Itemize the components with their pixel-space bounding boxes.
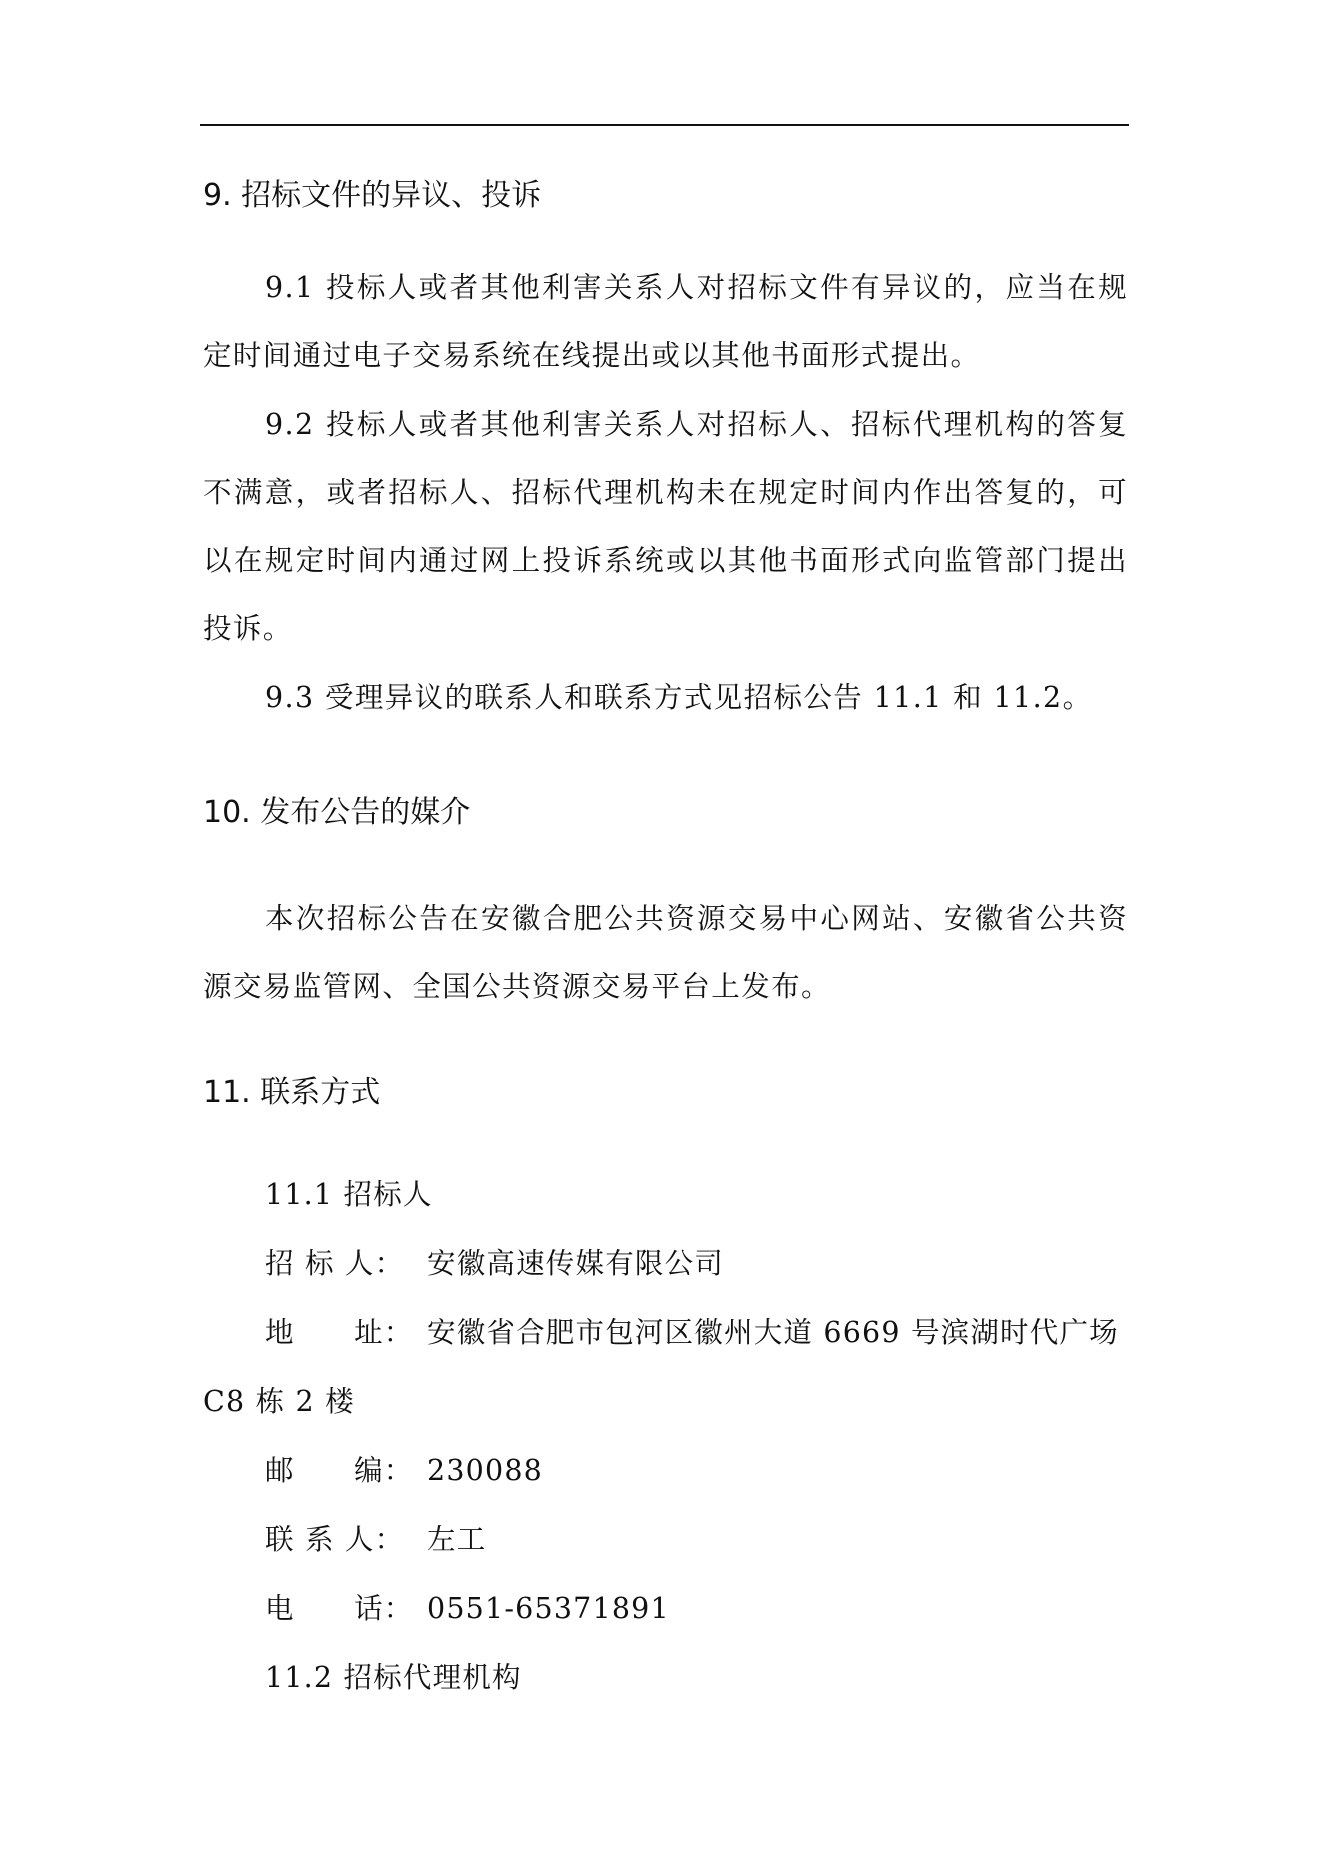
section-9-3-text: 9.3 受理异议的联系人和联系方式见招标公告 11.1 和 11.2。 xyxy=(265,681,1093,714)
address-label: 地 址： xyxy=(265,1316,414,1349)
postcode-value: 230088 xyxy=(427,1454,543,1487)
address-value: 安徽省合肥市包河区徽州大道 6669 号滨湖时代广场 xyxy=(427,1316,1119,1349)
phone-row xyxy=(265,1589,670,1629)
section-9-2-text: 9.2 投标人或者其他利害关系人对招标人、招标代理机构的答复不满意，或者招标人、招标代理机构未在规定时间内作出答复的，可以在规定时间内通过网上投诉系统或以其他书面形式向监管部门提出投诉。 xyxy=(203,408,1128,645)
section-9-1-text: 9.1 投标人或者其他利害关系人对招标文件有异议的，应当在规定时间通过电子交易系统在线提出或以其他书面形式提出。 xyxy=(203,271,1128,372)
section-10-heading: 10. 发布公告的媒介 xyxy=(203,795,471,830)
contact-row xyxy=(265,1520,486,1560)
contact-value: 左工 xyxy=(427,1523,487,1556)
tenderer-value: 安徽高速传媒有限公司 xyxy=(427,1247,725,1280)
section-10-text: 本次招标公告在安徽合肥公共资源交易中心网站、安徽省公共资源交易监管网、全国公共资源交易平台上发布。 xyxy=(203,902,1128,1003)
contact-label: 联 系 人： xyxy=(265,1523,405,1556)
section-9-3-paragraph xyxy=(203,664,1128,732)
phone-label: 电 话： xyxy=(265,1592,414,1625)
address-row xyxy=(265,1313,1119,1353)
phone-value: 0551-65371891 xyxy=(427,1592,670,1625)
section-9-1-paragraph xyxy=(203,254,1128,390)
section-11-2-subheading: 11.2 招标代理机构 xyxy=(265,1661,522,1694)
header-rule xyxy=(200,124,1129,126)
section-11-heading: 11. 联系方式 xyxy=(203,1075,381,1110)
tenderer-row xyxy=(265,1244,724,1284)
tenderer-label: 招 标 人： xyxy=(265,1247,405,1280)
postcode-label: 邮 编： xyxy=(265,1454,414,1487)
postcode-row xyxy=(265,1451,543,1491)
section-11-1-subheading: 11.1 招标人 xyxy=(265,1178,433,1211)
section-9-2-paragraph xyxy=(203,391,1128,663)
address-continuation: C8 栋 2 楼 xyxy=(203,1385,355,1418)
section-9-heading: 9. 招标文件的异议、投诉 xyxy=(203,178,542,213)
section-10-paragraph xyxy=(203,885,1128,1021)
